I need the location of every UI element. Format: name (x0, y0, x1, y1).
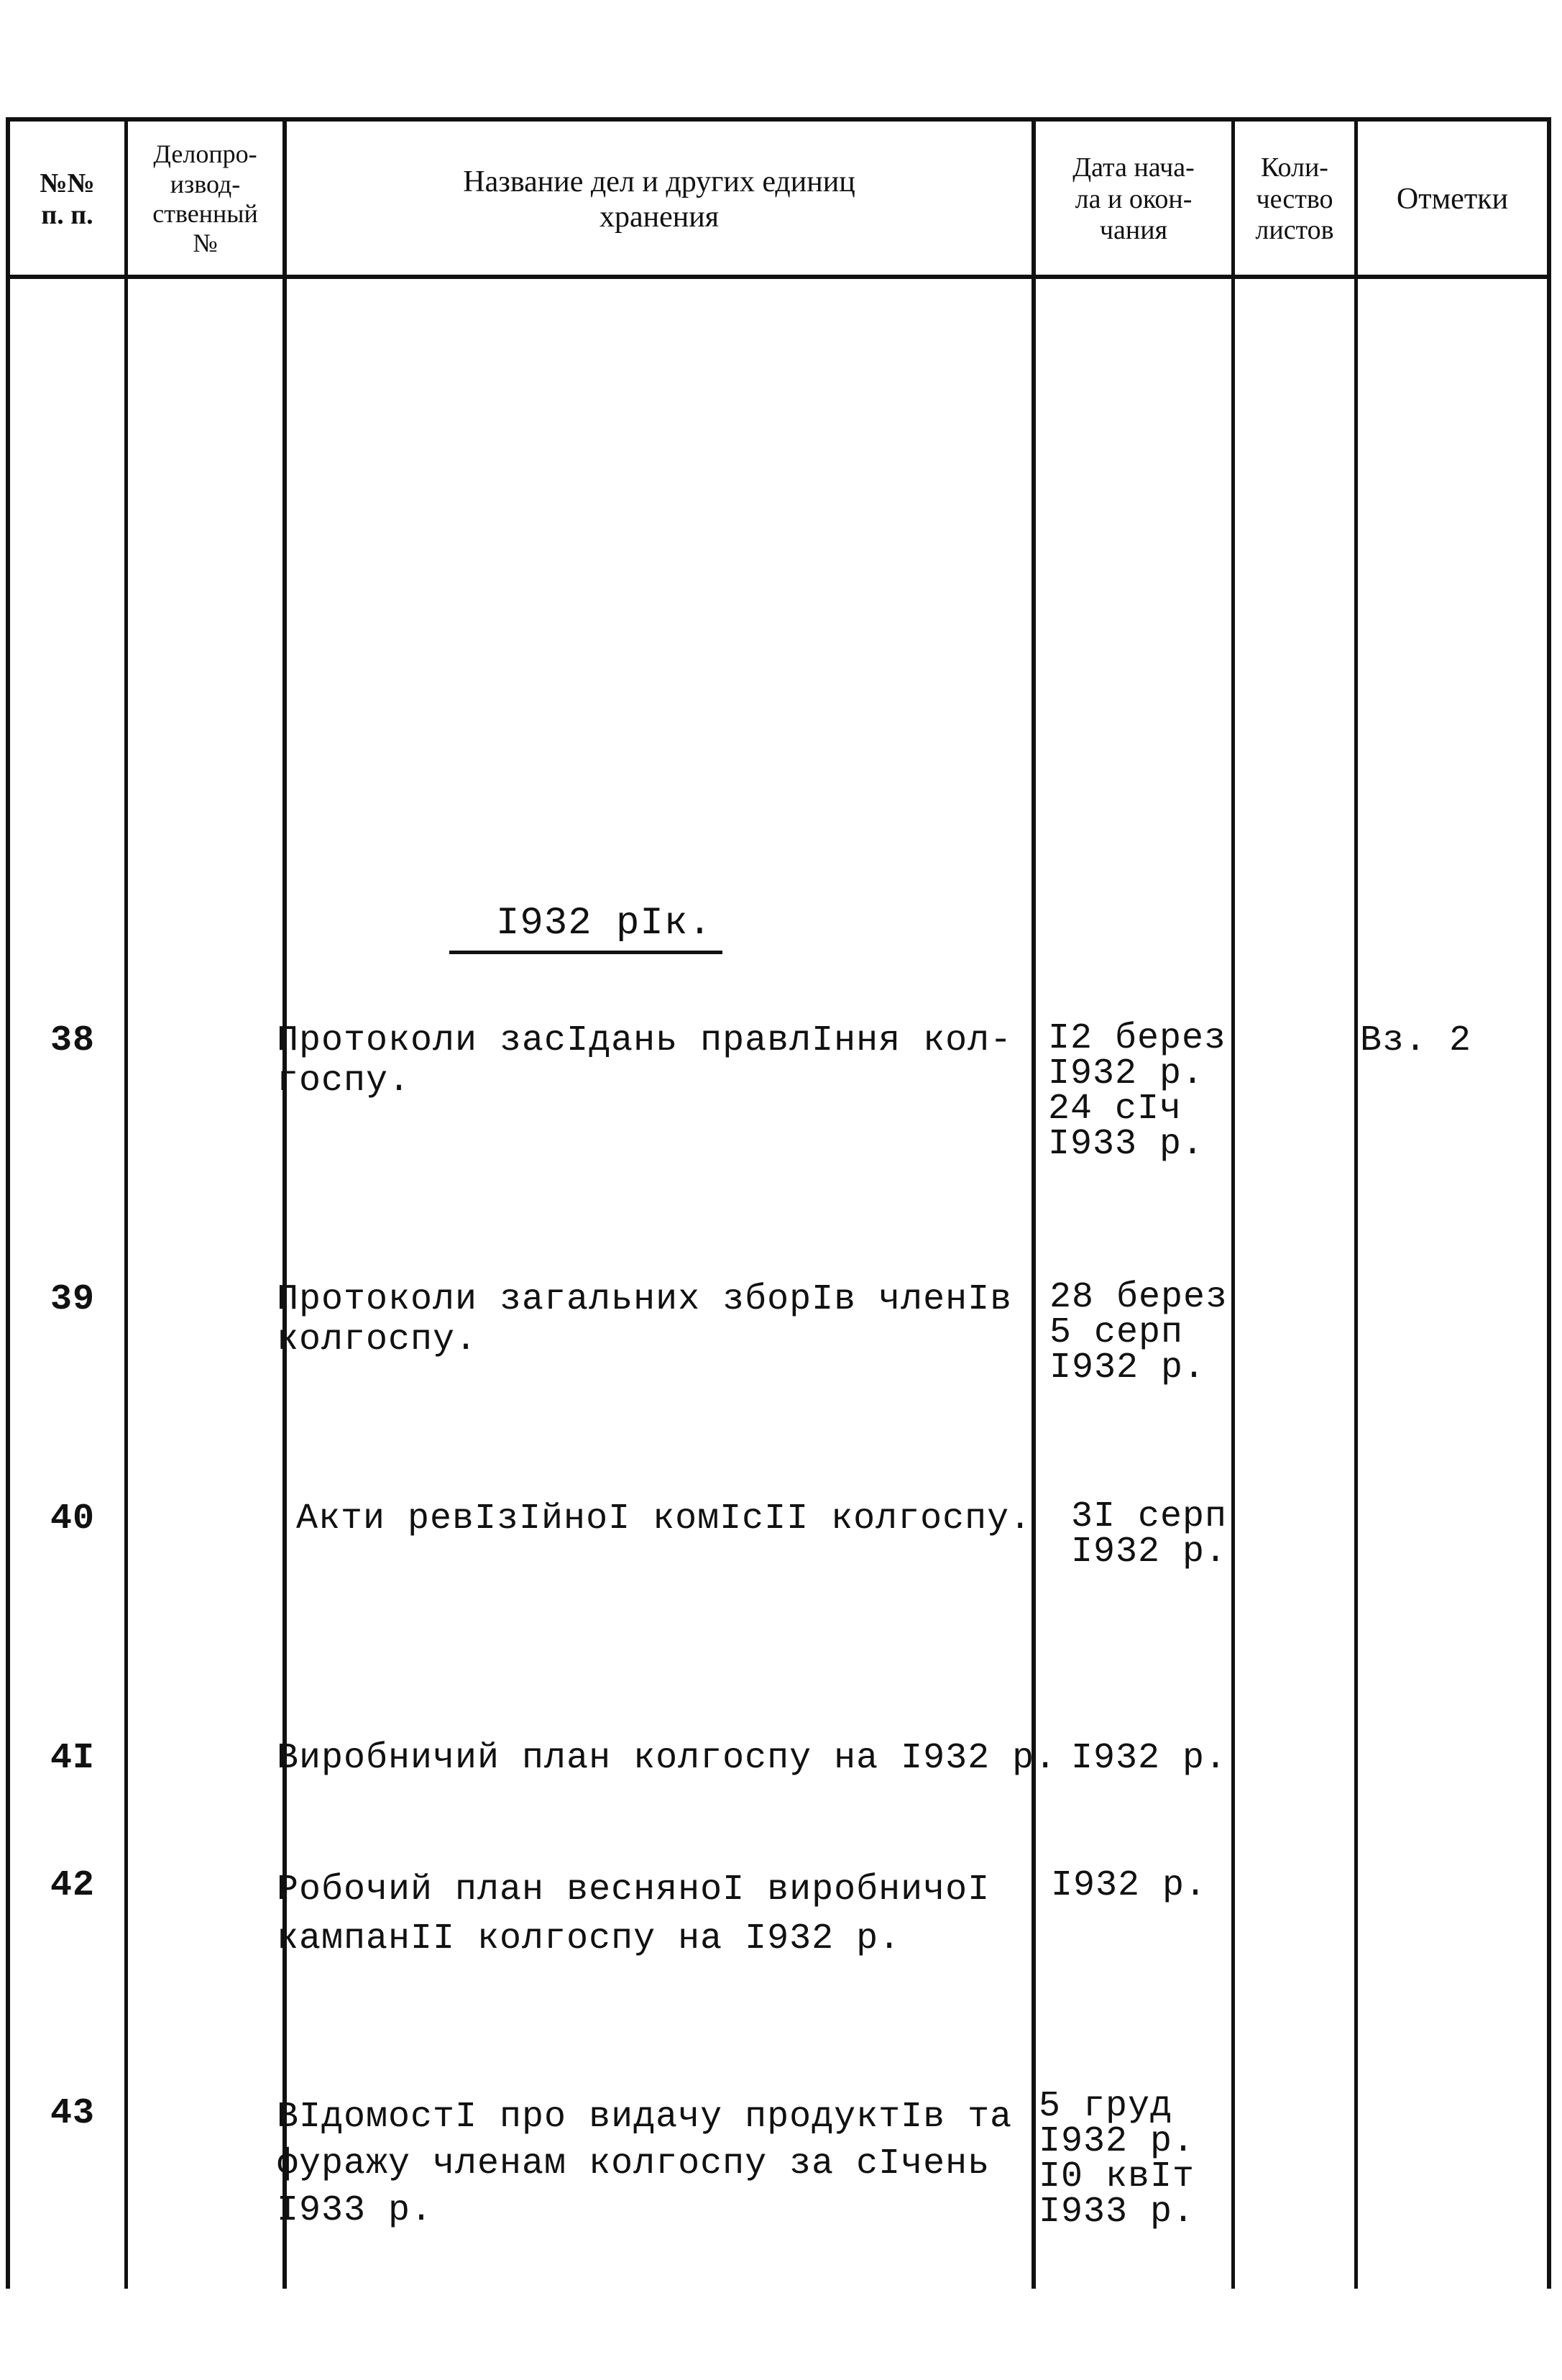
row-dates: I932 р. (1051, 1865, 1208, 1906)
row-notes: Вз. 2 (1360, 1020, 1472, 1061)
row-title: Виробничий план колгоспу на I932 р. (277, 1738, 1057, 1779)
left-border (6, 117, 10, 2289)
row-title: Протоколи засIдань правлIння кол- госпу. (277, 1020, 1013, 1102)
col-divider-4 (1231, 117, 1235, 2289)
header-col-number: №№ п. п. (40, 168, 95, 230)
row-dates: 5 груд I932 р. I0 квIт I933 р. (1039, 2086, 1195, 2233)
row-number: 4I (50, 1738, 96, 1779)
col-divider-2 (282, 117, 287, 2289)
header-col-dates: Дата нача- ла и окон- чания (1072, 152, 1195, 246)
row-number: 39 (50, 1279, 96, 1320)
row-dates: I2 берез I932 р. 24 сIч I933 р. (1048, 1018, 1227, 1165)
row-number: 43 (50, 2093, 96, 2134)
header-col-office-number: Делопро- извод- ственный № (152, 139, 258, 258)
header-bottom-border (6, 275, 1551, 279)
year-heading-underline (449, 951, 722, 954)
year-heading: I932 рIк. (496, 902, 712, 946)
row-dates: I932 р. (1071, 1738, 1228, 1779)
row-title: Робочий план весняноI виробничоI кампанII колгоспу на I932 р. (277, 1869, 991, 1959)
row-dates: 28 берез 5 серп I932 р. (1049, 1277, 1228, 1388)
row-dates: 3I серп I932 р. (1071, 1496, 1228, 1573)
row-number: 42 (50, 1865, 96, 1906)
row-title: Протоколи загальних зборIв членIв колгоспу. (277, 1279, 1013, 1360)
row-number: 38 (50, 1020, 96, 1061)
header-col-sheets: Коли- чество листов (1255, 152, 1334, 246)
right-border (1547, 117, 1551, 2289)
table-top-border (6, 117, 1551, 122)
row-title: ВIдомостI про видачу продуктIв та фуражу членам колгоспу за сIчень I933 р. (277, 2097, 1013, 2231)
header-col-notes: Отметки (1396, 183, 1509, 216)
row-number: 40 (50, 1498, 96, 1539)
row-title: Акти ревIзIйноI комIсII колгоспу. (296, 1498, 1032, 1539)
col-divider-5 (1354, 117, 1358, 2289)
col-divider-3 (1032, 117, 1036, 2289)
header-col-title: Название дел и других единиц хранения (463, 165, 855, 234)
col-divider-1 (124, 117, 128, 2289)
